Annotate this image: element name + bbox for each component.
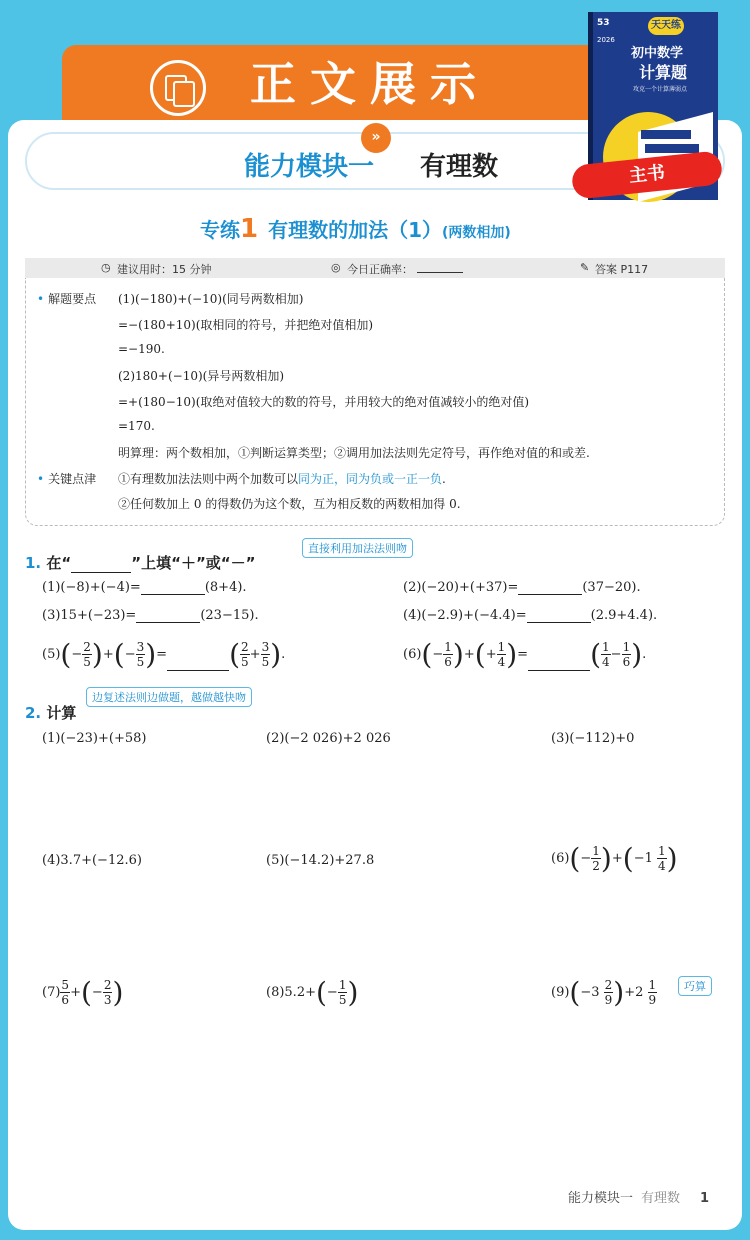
q1-item-2 [403, 580, 641, 595]
q1-item-6-label: (6) [403, 647, 422, 662]
section-prefix: 专练 [200, 218, 240, 242]
check-icon: ◎ [331, 261, 341, 274]
answer-blank[interactable] [141, 580, 205, 595]
footer-topic: 有理数 [641, 1191, 681, 1206]
q1-item-4-text: (4)(−2.9)+(−4.4)= [403, 608, 527, 623]
q2-hint-note: 边复述法则边做题，越做越快吻 [86, 687, 252, 707]
q1-item-1-text: (1)(−8)+(−4)= [42, 580, 141, 595]
q1-hint-note: 直接利用加法法则吻 [302, 538, 413, 558]
accuracy-blank [417, 260, 463, 273]
q2-item-8: (8)5.2+(− $\frac{1}{5}$ ) [266, 976, 359, 1009]
key-point-1 [118, 470, 446, 487]
q1-item-3-tail: (23−15). [200, 608, 259, 623]
tip-line: =−190. [118, 342, 165, 356]
q2-text: 计算 [46, 704, 77, 722]
page-footer [568, 1187, 709, 1206]
tip-line: =+(180−10)(取绝对值较大的数的符号，并用较大的绝对值减较小的绝对值) [118, 395, 530, 409]
q2-item-2: (2)(−2 026)+2 026 [266, 731, 391, 746]
answer-blank[interactable] [528, 656, 590, 671]
key1-end: . [442, 472, 446, 486]
tips-label-1: • 解题要点 [37, 290, 96, 307]
q2-item-7-label: (7) [42, 985, 61, 1000]
answer-ref: 答案 P117 [595, 263, 649, 276]
q1-text-a: 在“ [46, 554, 72, 572]
q2-item-6-label: (6) [551, 851, 570, 866]
section-number: 1 [240, 214, 259, 244]
page-number: 1 [700, 1191, 710, 1206]
book-title-1: 初中数学 [631, 46, 684, 61]
q1-text-b: ”上填“＋”或“－” [131, 554, 256, 572]
book-brand: 53 [597, 18, 610, 28]
q1-item-2-text: (2)(−20)+(+37)= [403, 580, 519, 595]
tip-line: (2)180+(−10)(异号两数相加) [118, 369, 285, 383]
book-logo: 天天练 [648, 17, 684, 35]
module-subtitle: 有理数 [420, 152, 499, 182]
q2-item-9-tip: 巧算 [678, 976, 712, 996]
answer-blank[interactable] [136, 608, 200, 623]
q1-item-4-tail: (2.9+4.4). [590, 608, 658, 623]
q2-item-3: (3)(−112)+0 [551, 731, 635, 746]
clock-icon: ◷ [101, 261, 111, 274]
q2-item-6: (6)(− $\frac{1}{2}$ )+(−1 $\frac{1}{4}$ ) [551, 842, 678, 875]
info-bar [25, 258, 725, 278]
answer-blank[interactable] [527, 608, 591, 623]
q2-item-4: (4)3.7+(−12.6) [42, 853, 142, 868]
question-2-header [25, 702, 76, 723]
q1-item-1 [42, 580, 247, 595]
q1-item-6: (6)(− $\frac{1}{6}$ )+(+ $\frac{1}{4}$ )= ( $\frac{1}{4}$ − $\frac{1}{6}$ ). [403, 638, 647, 671]
key1-highlight: 同为正，同为负或一正一负 [298, 472, 443, 486]
suggested-time: 建议用时：15 分钟 [117, 263, 212, 276]
q1-item-5: (5)(− $\frac{2}{5}$ )+(− $\frac{3}{5}$ )= ( $\frac{2}{5}$ + $\frac{3}{5}$ ). [42, 638, 286, 671]
tip-line: =−(180+10)(取相同的符号，并把绝对值相加) [118, 318, 374, 332]
q2-item-7: (7) $\frac{5}{6}$ +(− $\frac{2}{3}$ ) [42, 976, 124, 1009]
answer-blank[interactable] [518, 580, 582, 595]
q1-item-4 [403, 608, 657, 623]
q1-number: 1. [25, 554, 42, 572]
tip-line: 明算理：两个数相加，①判断运算类型；②调用加法法则先定符号，再作绝对值的和或差. [118, 446, 590, 460]
header-title: 正文展示 [250, 57, 490, 111]
book-tagline: 攻克一个计算薄弱点 [633, 86, 688, 93]
tip-line: =170. [118, 419, 155, 433]
q2-number: 2. [25, 704, 42, 722]
question-1-header [25, 552, 256, 573]
chevron-down-icon: » [361, 123, 391, 153]
q2-item-1: (1)(−23)+(+58) [42, 731, 147, 746]
answer-blank[interactable] [167, 656, 229, 671]
tips-label-2: • 关键点津 [37, 470, 96, 487]
q2-item-9-label: (9) [551, 985, 570, 1000]
footer-module: 能力模块一 [568, 1191, 634, 1206]
q2-item-8-label: (8)5.2+ [266, 985, 316, 1000]
q1-item-3 [42, 608, 259, 623]
q2-item-9: (9)(−3 $\frac{2}{9}$ )+2 $\frac{1}{9}$ [551, 976, 657, 1009]
pen-icon: ✎ [580, 261, 590, 274]
q1-item-3-text: (3)15+(−23)= [42, 608, 137, 623]
section-heading: 有理数的加法（1） [268, 218, 443, 242]
key-point-2: ②任何数加上 0 的得数仍为这个数，互为相反数的两数相加得 0. [118, 497, 461, 511]
q1-blank [71, 558, 131, 573]
q1-item-5-label: (5) [42, 647, 61, 662]
book-title-2: 计算题 [639, 63, 688, 82]
q1-item-2-tail: (37−20). [582, 580, 641, 595]
module-title: 能力模块一 [244, 152, 375, 182]
key1-text: ①有理数加法法则中两个加数可以 [118, 472, 299, 486]
main-book-ribbon: 主书 [571, 150, 724, 199]
q1-item-1-tail: (8+4). [204, 580, 247, 595]
book-year: 2026 [597, 36, 615, 44]
accuracy-label: 今日正确率： [347, 263, 413, 276]
document-icon [150, 60, 206, 116]
q2-item-5: (5)(−14.2)+27.8 [266, 853, 375, 868]
tip-line: (1)(−180)+(−10)(同号两数相加) [118, 292, 304, 306]
section-sub: (两数相加) [442, 225, 511, 241]
section-title [200, 214, 511, 244]
